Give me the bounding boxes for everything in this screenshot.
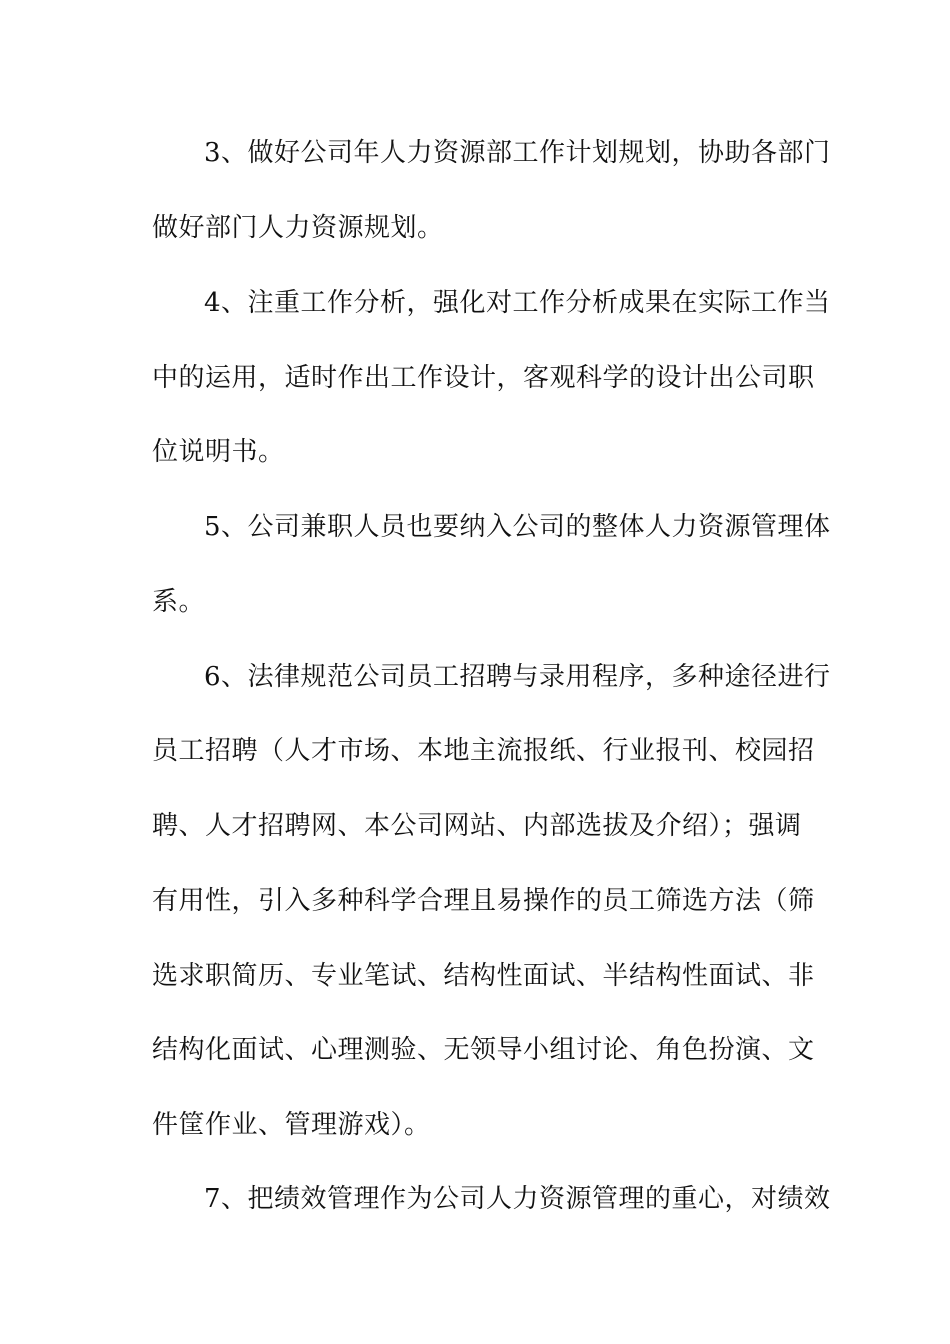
- paragraph-4-line-1: 4、注重工作分析，强化对工作分析成果在实际工作当: [204, 288, 831, 318]
- paragraph-3-line-2: 做好部门人力资源规划。: [152, 213, 444, 243]
- paragraph-5-line-1: 5、公司兼职人员也要纳入公司的整体人力资源管理体: [204, 512, 831, 542]
- paragraph-6-line-6: 结构化面试、心理测验、无领导小组讨论、角色扮演、文: [152, 1035, 815, 1065]
- paragraph-6-line-3: 聘、人才招聘网、本公司网站、内部选拔及介绍）；强调: [152, 811, 802, 841]
- paragraph-3-line-1: 3、做好公司年人力资源部工作计划规划，协助各部门: [204, 138, 831, 168]
- paragraph-4-line-2: 中的运用，适时作出工作设计，客观科学的设计出公司职: [152, 363, 815, 393]
- paragraph-6-line-5: 选求职简历、专业笔试、结构性面试、半结构性面试、非: [152, 961, 815, 991]
- paragraph-7-line-1: 7、把绩效管理作为公司人力资源管理的重心，对绩效: [204, 1184, 831, 1214]
- paragraph-4-line-3: 位说明书。: [152, 437, 285, 467]
- paragraph-6-line-1: 6、法律规范公司员工招聘与录用程序，多种途径进行: [204, 662, 831, 692]
- paragraph-6-line-2: 员工招聘（人才市场、本地主流报纸、行业报刊、校园招: [152, 736, 815, 766]
- paragraph-5-line-2: 系。: [152, 587, 206, 617]
- paragraph-6-line-7: 件筐作业、管理游戏）。: [152, 1110, 431, 1140]
- paragraph-6-line-4: 有用性，引入多种科学合理且易操作的员工筛选方法（筛: [152, 886, 815, 916]
